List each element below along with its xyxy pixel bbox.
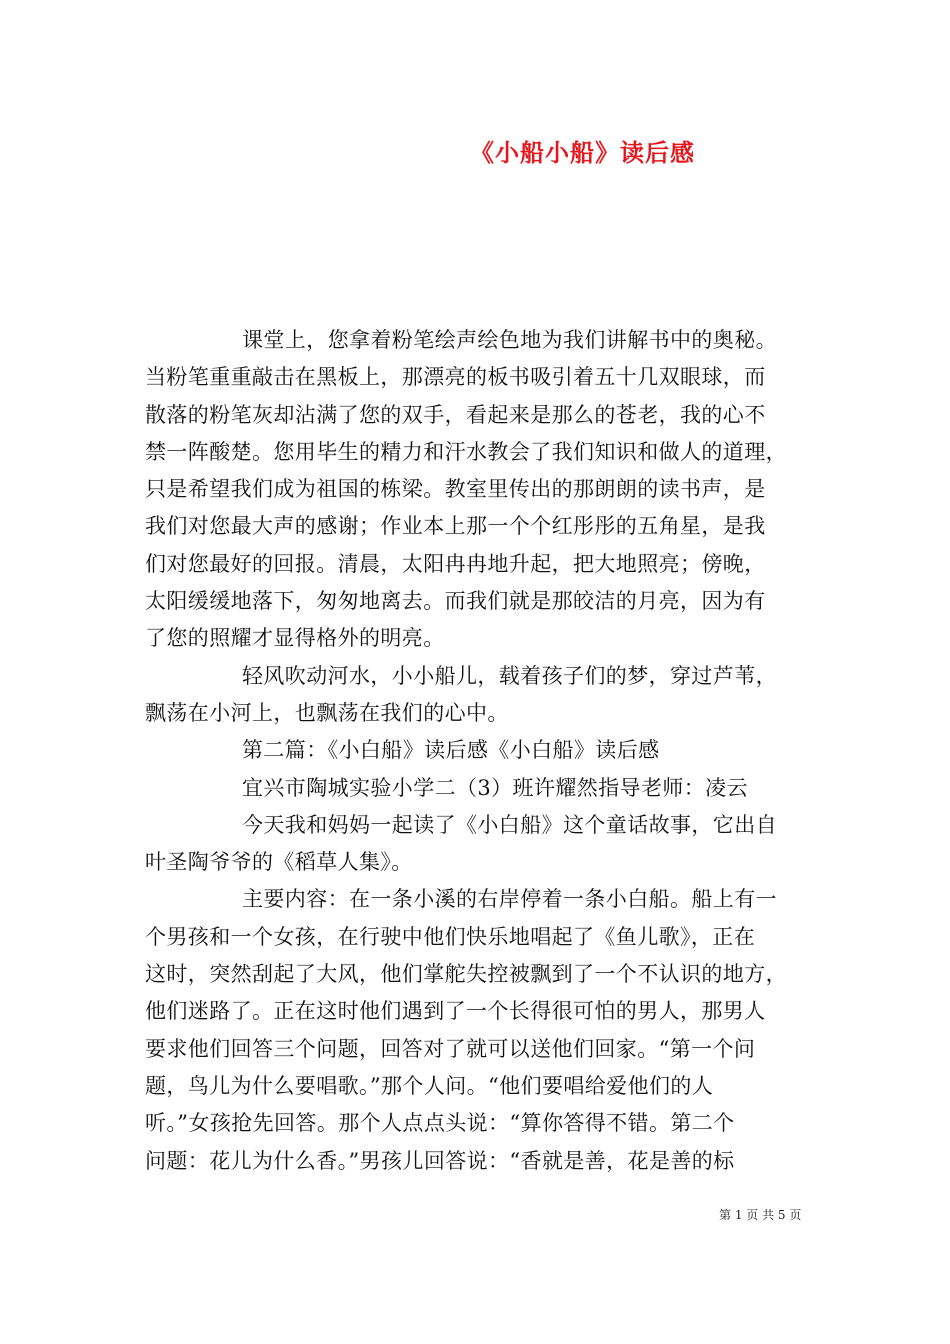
text-line: 禁一阵酸楚。您用毕生的精力和汗水教会了我们知识和做人的道理， bbox=[145, 439, 787, 464]
page-footer: 第 1 页 共 5 页 bbox=[719, 1208, 802, 1222]
text-line: 了您的照耀才显得格外的明亮。 bbox=[145, 626, 445, 651]
text-line: 他们迷路了。正在这时他们遇到了一个长得很可怕的男人，那男人 bbox=[145, 999, 766, 1024]
text-line: 今天我和妈妈一起读了《小白船》这个童话故事，它出自 bbox=[242, 812, 777, 837]
text-line: 课堂上，您拿着粉笔绘声绘色地为我们讲解书中的奥秘。 bbox=[242, 328, 777, 352]
text-line: 主要内容：在一条小溪的右岸停着一条小白船。船上有一 bbox=[242, 887, 777, 912]
text-line: 个男孩和一个女孩，在行驶中他们快乐地唱起了《鱼儿歌》，正在 bbox=[145, 924, 756, 949]
text-line: 们对您最好的回报。清晨，太阳冉冉地升起，把大地照亮；傍晚， bbox=[145, 551, 766, 576]
text-line: 太阳缓缓地落下，匆匆地离去。而我们就是那皎洁的月亮，因为有 bbox=[145, 589, 766, 614]
text-line: 我们对您最大声的感谢；作业本上那一个个红彤彤的五角星，是我 bbox=[145, 514, 766, 539]
text-line: 这时，突然刮起了大风，他们掌舵失控被飘到了一个不认识的地方， bbox=[145, 962, 787, 987]
text-line: 题，鸟儿为什么要唱歌。”那个人问。“他们要唱给爱他们的人 bbox=[145, 1073, 714, 1098]
text-line: 只是希望我们成为祖国的栋梁。教室里传出的那朗朗的读书声，是 bbox=[145, 477, 766, 502]
text-line: 轻风吹动河水，小小船儿，载着孩子们的梦，穿过芦苇， bbox=[242, 663, 777, 688]
page-title: 《小船小船》读后感 bbox=[470, 138, 695, 167]
body-text bbox=[145, 322, 810, 1180]
text-line: 飘荡在小河上，也飘荡在我们的心中。 bbox=[145, 700, 509, 725]
text-line: 听。”女孩抢先回答。那个人点点头说：“算你答得不错。第二个 bbox=[145, 1111, 735, 1136]
text-line: 要求他们回答三个问题，回答对了就可以送他们回家。“第一个问 bbox=[145, 1036, 756, 1061]
text-line: 问题：花儿为什么香。”男孩儿回答说：“香就是善，花是善的标 bbox=[145, 1148, 735, 1173]
author-line: 宜兴市陶城实验小学二（3）班许耀然指导老师：凌云 bbox=[242, 775, 748, 800]
text-line: 叶圣陶爷爷的《稻草人集》。 bbox=[145, 850, 413, 875]
text-line: 当粉笔重重敲击在黑板上，那漂亮的板书吸引着五十几双眼球，而 bbox=[145, 365, 766, 390]
text-line: 散落的粉笔灰却沾满了您的双手，看起来是那么的苍老，我的心不 bbox=[145, 402, 766, 427]
section-heading: 第二篇：《小白船》读后感《小白船》读后感 bbox=[242, 738, 660, 763]
